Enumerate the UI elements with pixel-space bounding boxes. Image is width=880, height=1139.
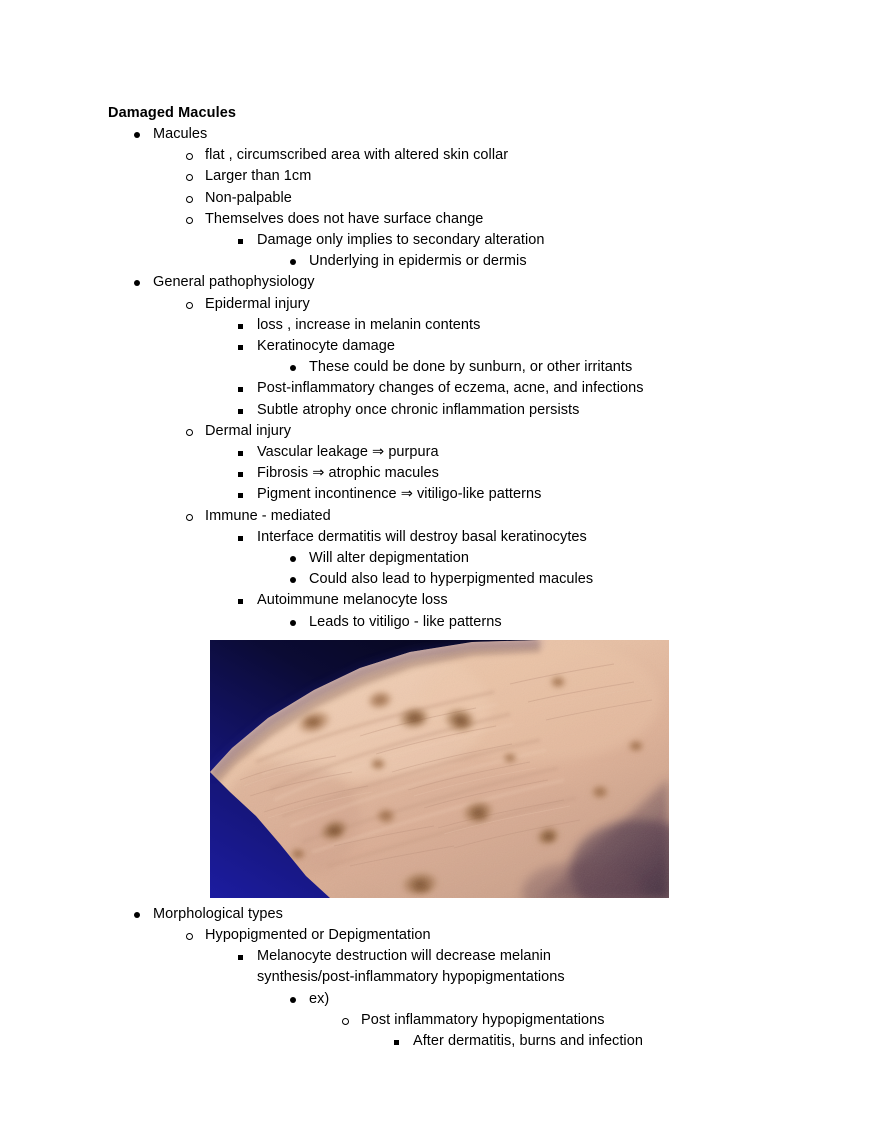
outline-item-text: Interface dermatitis will destroy basal keratinocytes (257, 528, 587, 545)
outline-item-text: Could also lead to hyperpigmented macules (309, 571, 594, 588)
page-title: Damaged Macules (108, 105, 237, 121)
outline-item-text: Hypopigmented or Depigmentation (205, 927, 431, 944)
outline-item (185, 188, 808, 209)
outline-item (289, 251, 808, 272)
outline-item-text: Damage only implies to secondary alteration (257, 232, 545, 249)
outline-item-text: Post inflammatory hypopigmentations (361, 1011, 605, 1028)
outline-item-text: ex) (309, 990, 330, 1007)
outline-item (185, 166, 808, 187)
outline-item-text: Underlying in epidermis or dermis (309, 253, 527, 270)
outline-item (237, 527, 808, 548)
outline-item-text: Autoimmune melanocyte loss (257, 592, 448, 609)
outline-item-text: General pathophysiology (153, 274, 315, 291)
outline-item-text: Epidermal injury (205, 295, 310, 312)
outline-item (341, 1010, 808, 1031)
outline-item (185, 925, 808, 946)
outline-item (237, 230, 808, 251)
outline-item (185, 421, 808, 442)
outline-item-text: Dermal injury (205, 422, 292, 439)
outline-item-text: Themselves does not have surface change (205, 210, 484, 227)
outline-section-top (108, 124, 808, 633)
outline-item (237, 484, 808, 505)
outline-item (237, 946, 808, 988)
outline-item (237, 400, 808, 421)
outline-item-text: Post-inflammatory changes of eczema, acne, and infections (257, 380, 644, 397)
outline-item (185, 506, 808, 527)
outline-item (289, 357, 808, 378)
outline-item (133, 124, 808, 145)
document-body (108, 103, 808, 1052)
outline-item (133, 904, 808, 925)
outline-item-text: Fibrosis ⇒ atrophic macules (257, 465, 439, 482)
outline-item-text: Non-palpable (205, 189, 292, 206)
figure-block (210, 640, 669, 898)
outline-item-text: Immune - mediated (205, 507, 331, 524)
outline-item (237, 590, 808, 611)
outline-item-text: Pigment incontinence ⇒ vitiligo-like patterns (257, 486, 542, 503)
outline-item-text: flat , circumscribed area with altered skin collar (205, 147, 509, 164)
outline-item (237, 315, 808, 336)
clinical-photo (210, 640, 669, 898)
outline-item (133, 272, 808, 293)
outline-item (393, 1031, 808, 1052)
outline-item (185, 294, 808, 315)
outline-item (237, 442, 808, 463)
outline-item (289, 548, 808, 569)
outline-item (289, 569, 808, 590)
outline-item (185, 209, 808, 230)
outline-item-text: Subtle atrophy once chronic inflammation persists (257, 401, 580, 418)
outline-section-bottom (108, 904, 808, 1052)
outline-item-text: loss , increase in melanin contents (257, 316, 481, 333)
outline-item (237, 336, 808, 357)
outline-item-text: Melanocyte destruction will decrease melanin synthesis/post-inflammatory hypopigmentations (257, 948, 565, 986)
outline-item (237, 378, 808, 399)
outline-item-text: Keratinocyte damage (257, 338, 395, 355)
outline-item-text: Macules (153, 126, 208, 142)
outline-item (289, 612, 808, 633)
outline-item (289, 989, 808, 1010)
outline-item-text: Vascular leakage ⇒ purpura (257, 444, 439, 461)
outline-item-text: These could be done by sunburn, or other irritants (309, 359, 633, 376)
outline-item-text: Larger than 1cm (205, 168, 312, 185)
outline-item (185, 145, 808, 166)
outline-item-text: Morphological types (153, 905, 283, 922)
outline-item-text: Will alter depigmentation (309, 550, 470, 567)
outline-item (237, 463, 808, 484)
outline-item-text: After dermatitis, burns and infection (413, 1033, 643, 1050)
outline-item-text: Leads to vitiligo - like patterns (309, 613, 502, 630)
